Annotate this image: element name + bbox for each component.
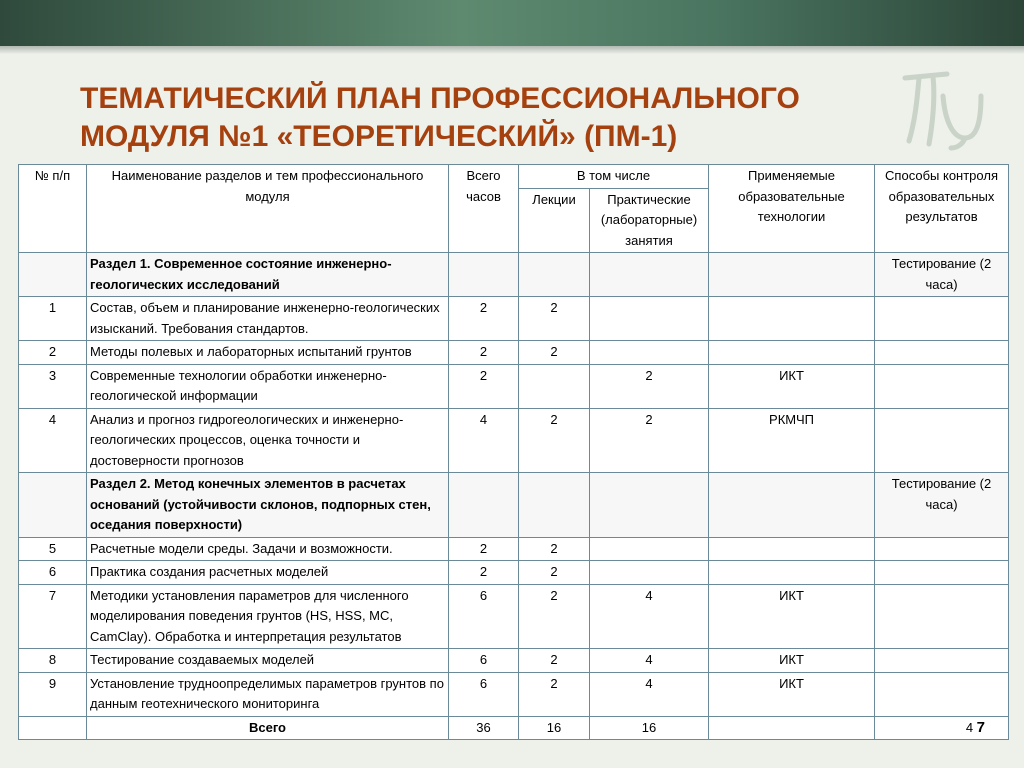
cell-name: Методы полевых и лабораторных испытаний грунтов	[87, 341, 449, 365]
table-row	[19, 341, 1009, 365]
cell-name: Установление трудноопределимых параметров грунтов по данным геотехнического мониторинга	[87, 672, 449, 716]
cell-control	[875, 649, 1009, 673]
total-practical: 16	[590, 716, 709, 740]
cell-num: 7	[19, 584, 87, 649]
cell-control: Тестирование (2 часа)	[875, 473, 1009, 538]
page-title: ТЕМАТИЧЕСКИЙ ПЛАН ПРОФЕССИОНАЛЬНОГО МОДУЛЯ №1 «ТЕОРЕТИЧЕСКИЙ» (ПМ-1)	[80, 82, 800, 153]
cell-total	[449, 473, 519, 538]
header-total: Всего часов	[449, 165, 519, 253]
thematic-plan-table-wrapper	[18, 164, 1008, 740]
cell-lectures: 2	[519, 341, 590, 365]
cell-num: 6	[19, 561, 87, 585]
cell-name: Анализ и прогноз гидрогеологических и инженерно-геологических процессов, оценка точности и достоверности прогнозов	[87, 408, 449, 473]
cell-total: 2	[449, 341, 519, 365]
table-row	[19, 364, 1009, 408]
university-monogram-logo-icon	[895, 66, 990, 151]
cell-num	[19, 473, 87, 538]
cell-name: Расчетные модели среды. Задачи и возможности.	[87, 537, 449, 561]
cell-practical: 2	[590, 364, 709, 408]
cell-lectures: 2	[519, 537, 590, 561]
cell-total: 2	[449, 537, 519, 561]
cell-control: Тестирование (2 часа)	[875, 253, 1009, 297]
table-row	[19, 408, 1009, 473]
cell-lectures	[519, 253, 590, 297]
cell-practical: 4	[590, 584, 709, 649]
cell-control	[875, 561, 1009, 585]
thematic-plan-table	[18, 164, 1009, 740]
cell-num: 3	[19, 364, 87, 408]
cell-practical: 2	[590, 408, 709, 473]
cell-tech: РКМЧП	[709, 408, 875, 473]
cell-lectures: 2	[519, 408, 590, 473]
cell-total: 2	[449, 561, 519, 585]
total-tech	[709, 716, 875, 740]
cell-name: Раздел 1. Современное состояние инженерно-геологических исследований	[87, 253, 449, 297]
cell-tech	[709, 473, 875, 538]
cell-control	[875, 408, 1009, 473]
cell-practical	[590, 537, 709, 561]
cell-practical	[590, 473, 709, 538]
cell-num-empty	[19, 716, 87, 740]
cell-control	[875, 584, 1009, 649]
header-num: № п/п	[19, 165, 87, 253]
cell-num: 4	[19, 408, 87, 473]
cell-total	[449, 253, 519, 297]
cell-num: 1	[19, 297, 87, 341]
total-row	[19, 716, 1009, 740]
cell-tech: ИКТ	[709, 649, 875, 673]
table-row	[19, 649, 1009, 673]
cell-lectures	[519, 364, 590, 408]
table-row	[19, 297, 1009, 341]
cell-lectures: 2	[519, 672, 590, 716]
total-control: 4	[965, 719, 974, 735]
cell-control	[875, 297, 1009, 341]
header-control: Способы контроля образовательных результатов	[875, 165, 1009, 253]
cell-total: 4	[449, 408, 519, 473]
cell-total: 6	[449, 672, 519, 716]
top-banner	[0, 0, 1024, 46]
cell-num	[19, 253, 87, 297]
cell-lectures: 2	[519, 561, 590, 585]
cell-control	[875, 364, 1009, 408]
cell-practical	[590, 561, 709, 585]
cell-num: 5	[19, 537, 87, 561]
cell-name: Современные технологии обработки инженерно-геологической информации	[87, 364, 449, 408]
cell-practical	[590, 297, 709, 341]
cell-practical	[590, 341, 709, 365]
cell-tech: ИКТ	[709, 584, 875, 649]
cell-name: Методики установления параметров для численного моделирования поведения грунтов (HS, HSS, MC, CamClay). Обработка и интерпретация результатов	[87, 584, 449, 649]
cell-tech: ИКТ	[709, 364, 875, 408]
total-lectures: 16	[519, 716, 590, 740]
header-row-1	[19, 165, 1009, 189]
table-row	[19, 473, 1009, 538]
table-row	[19, 672, 1009, 716]
cell-practical: 4	[590, 672, 709, 716]
page-number: 7	[976, 718, 986, 736]
cell-name: Состав, объем и планирование инженерно-геологических изысканий. Требования стандартов.	[87, 297, 449, 341]
cell-lectures: 2	[519, 297, 590, 341]
cell-total: 2	[449, 297, 519, 341]
cell-practical: 4	[590, 649, 709, 673]
cell-tech	[709, 297, 875, 341]
cell-total: 6	[449, 649, 519, 673]
table-body	[19, 253, 1009, 740]
table-row	[19, 537, 1009, 561]
header-practical: Практические (лабораторные) занятия	[590, 188, 709, 253]
cell-tech	[709, 341, 875, 365]
cell-tech	[709, 561, 875, 585]
cell-tech	[709, 537, 875, 561]
cell-practical	[590, 253, 709, 297]
cell-name: Тестирование создаваемых моделей	[87, 649, 449, 673]
cell-num: 8	[19, 649, 87, 673]
header-lectures: Лекции	[519, 188, 590, 253]
cell-name: Практика создания расчетных моделей	[87, 561, 449, 585]
header-including: В том числе	[519, 165, 709, 189]
table-row	[19, 584, 1009, 649]
header-tech: Применяемые образовательные технологии	[709, 165, 875, 253]
cell-num: 2	[19, 341, 87, 365]
total-label: Всего	[87, 716, 449, 740]
table-row	[19, 253, 1009, 297]
table-row	[19, 561, 1009, 585]
header-name: Наименование разделов и тем профессионального модуля	[87, 165, 449, 253]
cell-lectures: 2	[519, 649, 590, 673]
cell-lectures: 2	[519, 584, 590, 649]
cell-tech: ИКТ	[709, 672, 875, 716]
cell-control	[875, 341, 1009, 365]
cell-total: 6	[449, 584, 519, 649]
top-banner-shadow	[0, 46, 1024, 54]
cell-total: 2	[449, 364, 519, 408]
cell-tech	[709, 253, 875, 297]
cell-control	[875, 537, 1009, 561]
total-hours: 36	[449, 716, 519, 740]
cell-name: Раздел 2. Метод конечных элементов в расчетах оснований (устойчивости склонов, подпорных стен, оседания поверхности)	[87, 473, 449, 538]
cell-num: 9	[19, 672, 87, 716]
total-control-cell	[875, 716, 1009, 740]
cell-lectures	[519, 473, 590, 538]
cell-control	[875, 672, 1009, 716]
